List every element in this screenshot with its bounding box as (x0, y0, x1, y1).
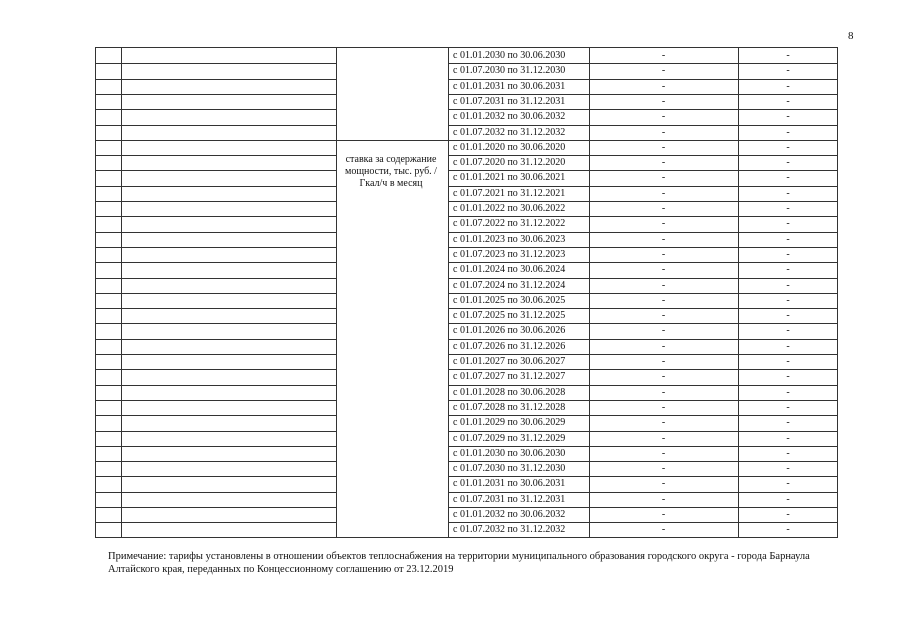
row-divider (96, 293, 336, 294)
row-divider (448, 308, 837, 309)
row-divider (448, 339, 837, 340)
period-cell: с 01.01.2024 по 30.06.2024 (453, 264, 566, 276)
row-divider (448, 492, 837, 493)
period-cell: с 01.01.2032 по 30.06.2032 (453, 111, 566, 123)
row-divider (96, 476, 336, 477)
row-divider (448, 232, 837, 233)
value-cell: - (661, 141, 666, 153)
value-cell: - (786, 478, 790, 490)
period-cell: с 01.01.2022 по 30.06.2022 (453, 203, 566, 214)
row-divider (96, 278, 336, 279)
row-divider (96, 369, 336, 370)
table-row (96, 125, 837, 140)
value-cell: - (661, 417, 666, 429)
row-divider (96, 140, 837, 141)
value-cell: - (786, 417, 790, 429)
row-divider (96, 431, 336, 432)
table-row (96, 339, 837, 354)
value-cell: - (661, 126, 666, 138)
value-cell: - (661, 493, 666, 505)
table-row (96, 415, 837, 430)
period-cell: с 01.07.2032 по 31.12.2032 (453, 126, 566, 138)
table-row (96, 232, 837, 247)
table-row (96, 186, 837, 201)
value-cell: - (786, 187, 790, 199)
row-divider (448, 278, 837, 279)
table-row (96, 293, 837, 308)
value-cell: - (661, 524, 666, 536)
table-row (96, 278, 837, 293)
value-cell: - (786, 294, 790, 306)
tariff-table (95, 47, 838, 538)
table-row (96, 431, 837, 446)
row-divider (448, 170, 837, 171)
period-cell: с 01.07.2025 по 31.12.2025 (453, 310, 566, 322)
period-cell: с 01.01.2026 по 30.06.2026 (453, 325, 566, 337)
value-cell: - (661, 264, 666, 276)
table-row (96, 354, 837, 369)
row-divider (96, 400, 336, 401)
value-cell: - (661, 432, 666, 444)
row-divider (448, 461, 837, 462)
period-cell: с 01.07.2021 по 31.12.2021 (453, 187, 566, 199)
row-divider (96, 155, 336, 156)
period-cell: с 01.07.2020 по 31.12.2020 (453, 157, 566, 169)
value-cell: - (786, 340, 790, 352)
period-cell: с 01.07.2026 по 31.12.2026 (453, 340, 566, 352)
table-row (96, 323, 837, 338)
row-divider (96, 308, 336, 309)
table-row (96, 385, 837, 400)
value-cell: - (786, 463, 790, 475)
row-divider (96, 79, 336, 80)
table-row (96, 247, 837, 262)
period-cell: с 01.01.2032 по 30.06.2032 (453, 509, 566, 520)
value-cell: - (786, 65, 790, 77)
row-divider (448, 400, 837, 401)
row-divider (96, 201, 336, 202)
row-divider (96, 446, 336, 447)
table-row (96, 201, 837, 216)
value-cell: - (661, 509, 666, 520)
row-divider (448, 369, 837, 370)
period-cell: с 01.01.2030 по 30.06.2030 (453, 447, 566, 459)
row-divider (448, 323, 837, 324)
row-divider (448, 354, 837, 355)
table-row (96, 262, 837, 277)
row-divider (448, 415, 837, 416)
value-cell: - (786, 203, 790, 214)
table-row (96, 155, 837, 170)
row-divider (448, 201, 837, 202)
value-cell: - (786, 386, 790, 398)
period-cell: с 01.07.2028 по 31.12.2028 (453, 401, 566, 413)
value-cell: - (786, 50, 790, 61)
table-row (96, 522, 837, 537)
row-divider (448, 216, 837, 217)
period-cell: с 01.01.2027 по 30.06.2027 (453, 356, 566, 367)
row-divider (96, 507, 336, 508)
row-divider (448, 186, 837, 187)
period-cell: с 01.07.2029 по 31.12.2029 (453, 432, 566, 444)
row-divider (96, 186, 336, 187)
table-row (96, 476, 837, 491)
row-divider (448, 109, 837, 110)
table-row (96, 94, 837, 109)
table-row (96, 63, 837, 78)
table-row (96, 170, 837, 185)
value-cell: - (661, 248, 666, 260)
value-cell: - (661, 463, 666, 475)
row-divider (96, 247, 336, 248)
value-cell: - (786, 279, 790, 291)
table-row (96, 461, 837, 476)
value-cell: - (786, 126, 790, 138)
value-cell: - (786, 493, 790, 505)
value-cell: - (661, 203, 666, 214)
value-cell: - (786, 264, 790, 276)
value-cell: - (786, 111, 790, 123)
value-cell: - (786, 172, 790, 184)
period-cell: с 01.01.2031 по 30.06.2031 (453, 80, 566, 92)
period-cell: с 01.01.2028 по 30.06.2028 (453, 386, 566, 398)
footnote: Примечание: тарифы установлены в отношении объектов теплоснабжения на территории муниципального образования городского округа - города Барнаула Алтайского края, переданных по Концессионному соглашению от 23.12.2019 (108, 551, 810, 575)
value-cell: - (661, 50, 666, 61)
period-cell: с 01.07.2032 по 31.12.2032 (453, 524, 566, 536)
value-cell: - (661, 111, 666, 123)
row-divider (448, 293, 837, 294)
row-divider (448, 262, 837, 263)
value-cell: - (786, 524, 790, 536)
row-divider (96, 492, 336, 493)
value-cell: - (661, 478, 666, 490)
value-cell: - (786, 233, 790, 245)
row-divider (96, 94, 336, 95)
table-row (96, 369, 837, 384)
period-cell: с 01.07.2027 по 31.12.2027 (453, 371, 566, 383)
row-divider (448, 94, 837, 95)
value-cell: - (786, 157, 790, 169)
row-divider (96, 109, 336, 110)
value-cell: - (786, 218, 790, 230)
row-divider (96, 415, 336, 416)
row-divider (96, 170, 336, 171)
value-cell: - (661, 310, 666, 322)
period-cell: с 01.07.2022 по 31.12.2022 (453, 218, 566, 230)
value-cell: - (786, 95, 790, 107)
table-row (96, 446, 837, 461)
value-cell: - (661, 80, 666, 92)
value-cell: - (661, 279, 666, 291)
table-row (96, 109, 837, 124)
value-cell: - (661, 233, 666, 245)
value-cell: - (786, 356, 790, 367)
indicator-label: ставка за содержание мощности, тыс. руб. /Гкал/ч в месяц (345, 154, 437, 189)
period-cell: с 01.01.2021 по 30.06.2021 (453, 172, 566, 184)
table-row (96, 308, 837, 323)
period-cell: с 01.07.2030 по 31.12.2030 (453, 463, 566, 475)
value-cell: - (661, 325, 666, 337)
row-divider (96, 461, 336, 462)
row-divider (448, 247, 837, 248)
value-cell: - (661, 172, 666, 184)
table-row (96, 79, 837, 94)
value-cell: - (661, 218, 666, 230)
value-cell: - (661, 356, 666, 367)
value-cell: - (786, 80, 790, 92)
period-cell: с 01.01.2029 по 30.06.2029 (453, 417, 566, 429)
row-divider (448, 476, 837, 477)
value-cell: - (786, 248, 790, 260)
row-divider (448, 431, 837, 432)
table-row (96, 492, 837, 507)
row-divider (96, 262, 336, 263)
value-cell: - (786, 401, 790, 413)
row-divider (448, 446, 837, 447)
value-cell: - (786, 509, 790, 520)
value-cell: - (661, 65, 666, 77)
row-divider (448, 79, 837, 80)
value-cell: - (661, 187, 666, 199)
row-divider (96, 522, 336, 523)
row-divider (96, 385, 336, 386)
value-cell: - (661, 157, 666, 169)
period-cell: с 01.01.2020 по 30.06.2020 (453, 141, 566, 153)
row-divider (96, 232, 336, 233)
value-cell: - (786, 447, 790, 459)
value-cell: - (661, 340, 666, 352)
period-cell: с 01.01.2030 по 30.06.2030 (453, 50, 566, 61)
table-row (96, 507, 837, 522)
row-divider (96, 216, 336, 217)
period-cell: с 01.07.2024 по 31.12.2024 (453, 279, 566, 291)
row-divider (448, 385, 837, 386)
period-cell: с 01.07.2031 по 31.12.2031 (453, 493, 566, 505)
value-cell: - (661, 447, 666, 459)
table-row (96, 140, 837, 155)
row-divider (448, 125, 837, 126)
table-row (96, 400, 837, 415)
row-divider (448, 155, 837, 156)
value-cell: - (786, 371, 790, 383)
row-divider (96, 339, 336, 340)
value-cell: - (786, 325, 790, 337)
value-cell: - (661, 401, 666, 413)
period-cell: с 01.07.2030 по 31.12.2030 (453, 65, 566, 77)
value-cell: - (661, 386, 666, 398)
value-cell: - (786, 432, 790, 444)
period-cell: с 01.01.2023 по 30.06.2023 (453, 233, 566, 245)
period-cell: с 01.01.2031 по 30.06.2031 (453, 478, 566, 490)
row-divider (448, 63, 837, 64)
period-cell: с 01.07.2023 по 31.12.2023 (453, 248, 566, 260)
value-cell: - (661, 294, 666, 306)
row-divider (448, 522, 837, 523)
period-cell: с 01.01.2025 по 30.06.2025 (453, 294, 566, 306)
period-cell: с 01.07.2031 по 31.12.2031 (453, 95, 566, 107)
value-cell: - (661, 95, 666, 107)
row-divider (96, 125, 336, 126)
value-cell: - (786, 310, 790, 322)
table-row (96, 48, 837, 63)
row-divider (448, 507, 837, 508)
table-row (96, 216, 837, 231)
page-number: 8 (848, 30, 854, 42)
value-cell: - (786, 141, 790, 153)
row-divider (96, 323, 336, 324)
value-cell: - (661, 371, 666, 383)
row-divider (96, 63, 336, 64)
row-divider (96, 354, 336, 355)
